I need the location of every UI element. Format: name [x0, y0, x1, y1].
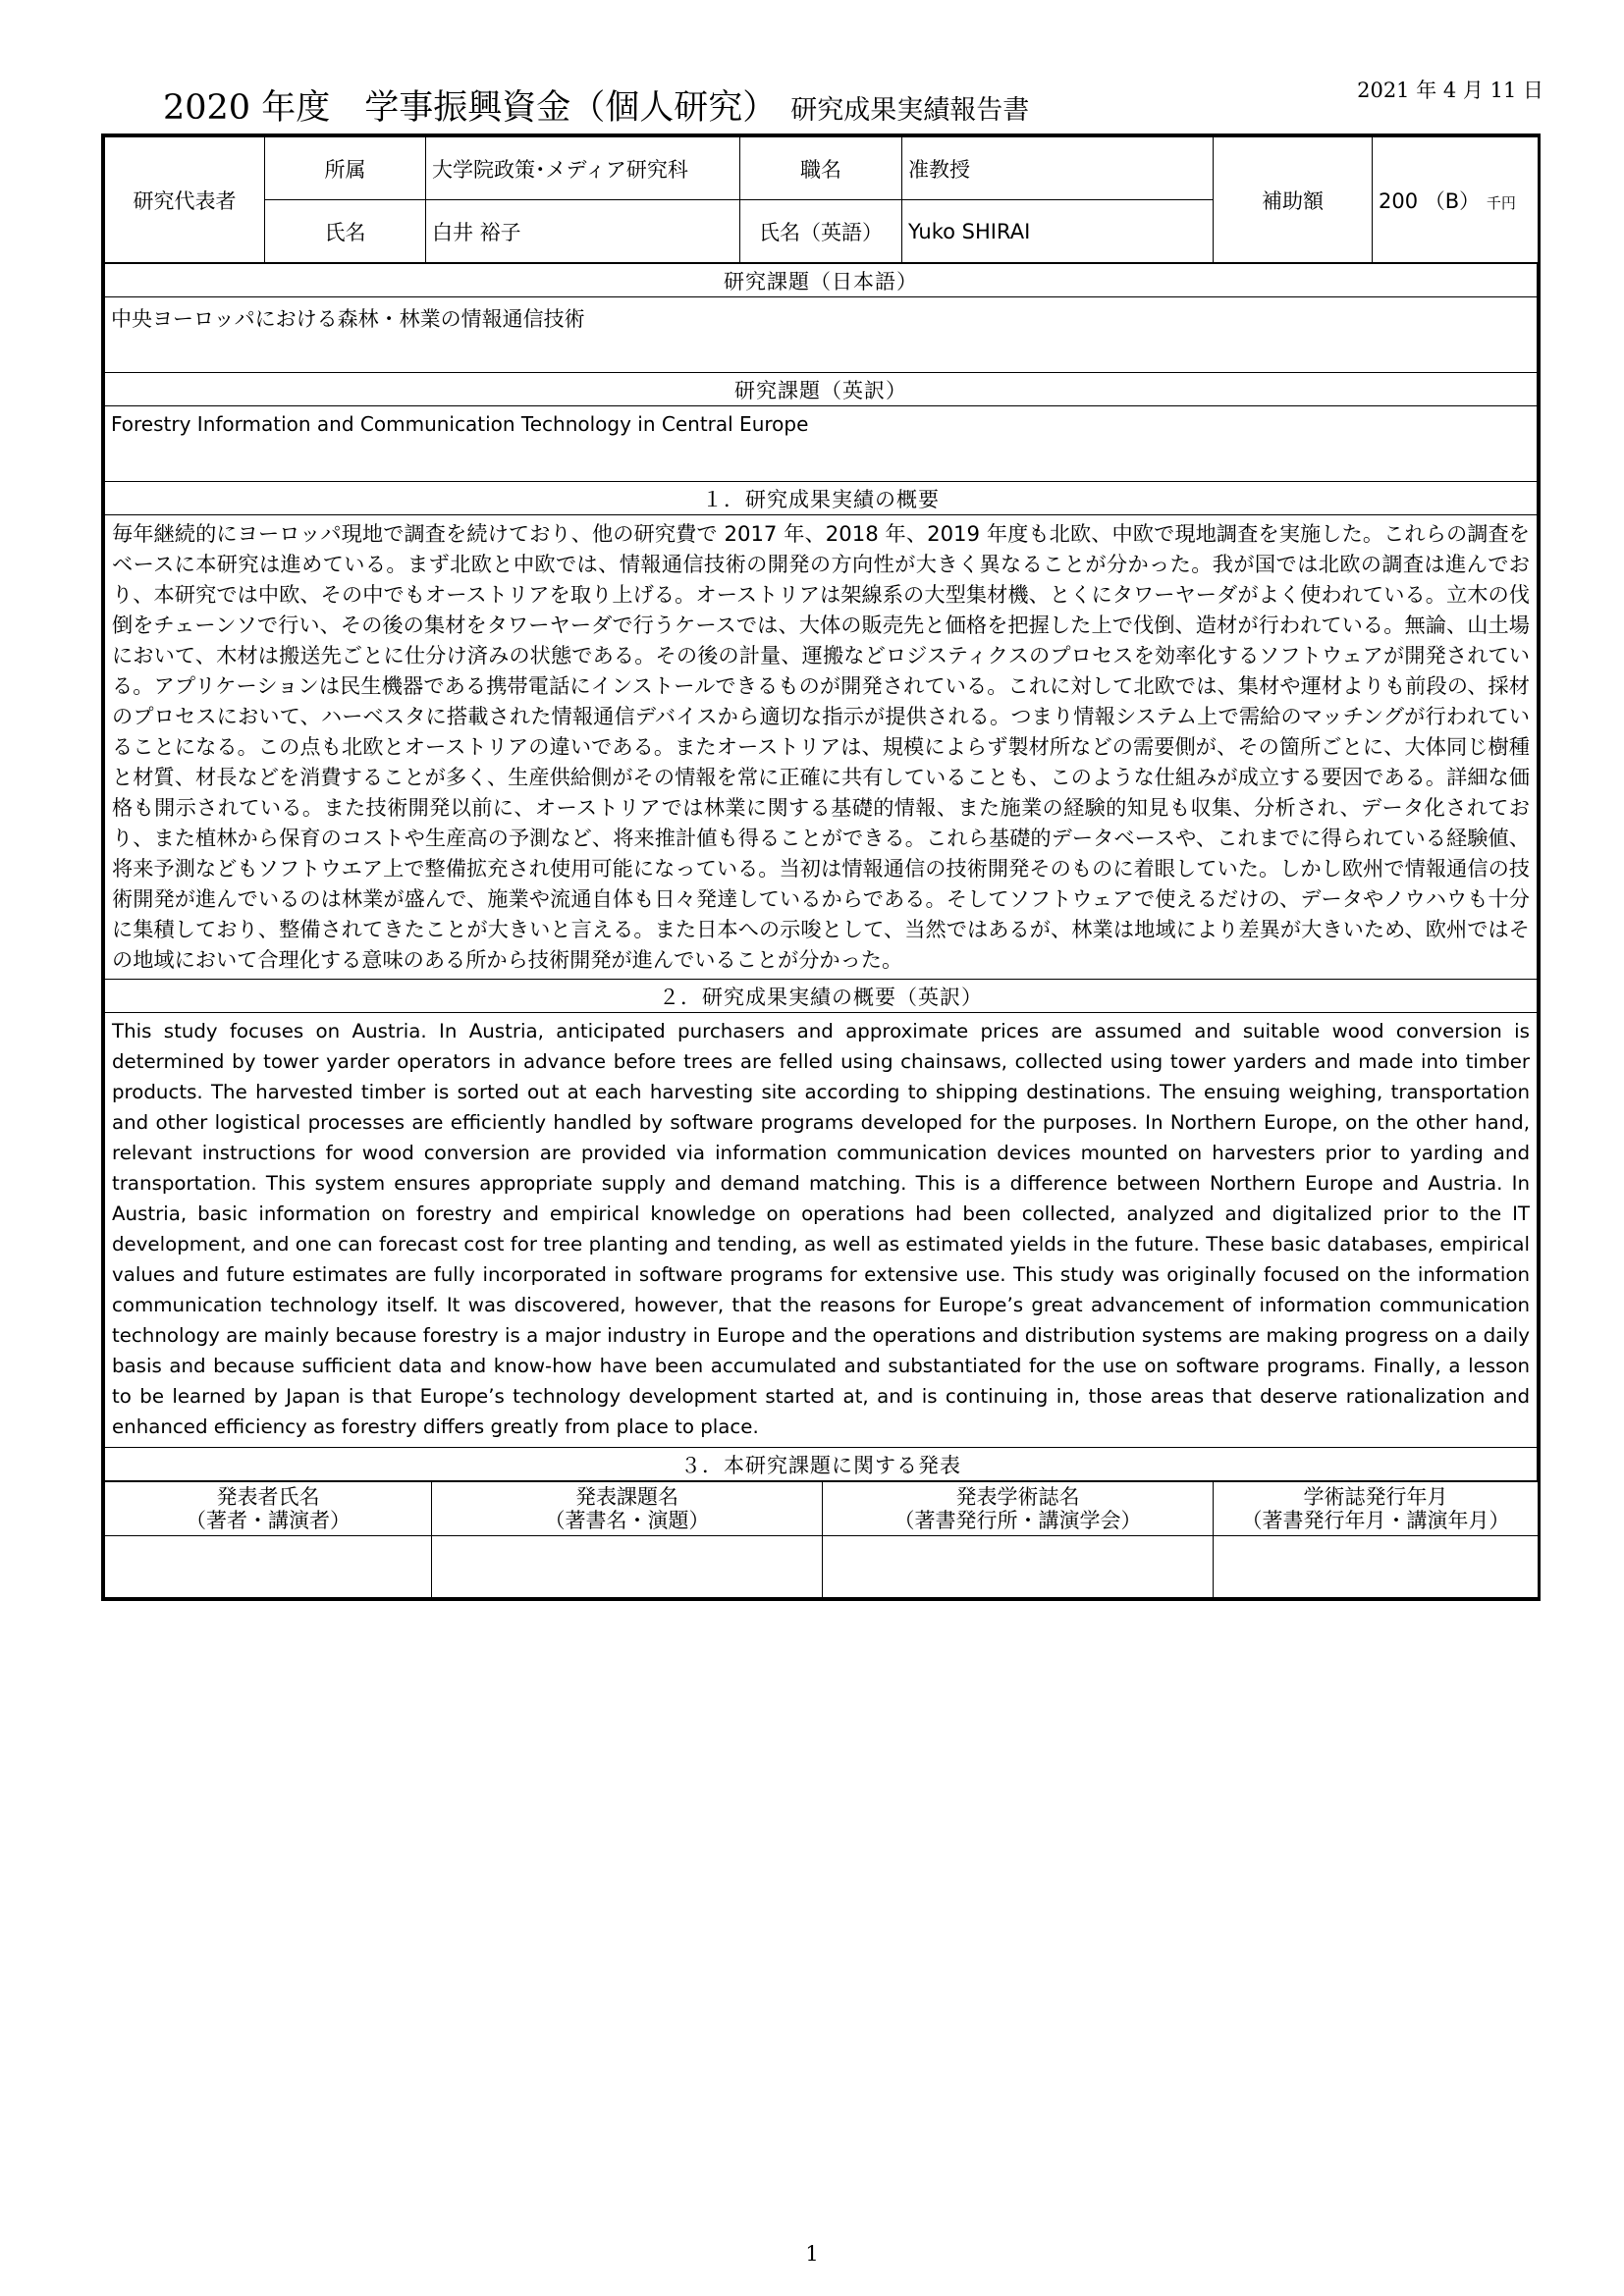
title-main: 2020 年度 学事振興資金（個人研究）: [163, 88, 778, 128]
representative-label: 研究代表者: [105, 137, 265, 263]
pub-cell: [823, 1536, 1214, 1598]
position-value: 准教授: [902, 137, 1214, 200]
pub-cell: [105, 1536, 432, 1598]
summary-en-heading: ２．研究成果実績の概要（英訳）: [105, 980, 1538, 1013]
topic-jp-heading: 研究課題（日本語）: [105, 264, 1538, 297]
content-table: [104, 263, 1538, 1481]
name-label: 氏名: [265, 200, 426, 263]
summary-en-text: This study focuses on Austria. In Austria, anticipated purchasers and approximate prices are assumed and suitable wood conversion is determined by tower yarder operators in advance before trees are felled using chainsaws, collected using tower yarders and made into timber products. The harvested timber is sorted out at each harvesting site according to shipping destinations. The ensuing weighing, transportation and other logistical processes are efficiently handled by software programs developed for the purposes. In Northern Europe, on the other hand, relevant instructions for wood conversion are provided via information communication devices mounted on harvesters prior to yarding and transportation. This system ensures appropriate supply and demand matching. This is a difference between Northern Europe and Austria. In Austria, basic information on forestry and empirical knowledge on operations had been collected, analyzed and digitalized prior to the IT development, and one can forecast cost for tree planting and tending, as well as estimated yields in the future. These basic databases, empirical values and future estimates are fully incorporated in software programs for extensive use. This study was originally focused on the information communication technology itself. It was discovered, however, that the reasons for Europe’s great advancement of information communication technology are mainly because forestry is a major industry in Europe and the operations and distribution systems are making progress on a daily basis and because sufficient data and know-how have been accumulated and substantiated for the use on software programs. Finally, a lesson to be learned by Japan is that Europe’s technology development started at, and is continuing in, those areas that deserve rationalization and enhanced efficiency as forestry differs greatly from place to place.: [105, 1013, 1538, 1448]
topic-jp-value: 中央ヨーロッパにおける森林・林業の情報通信技術: [105, 297, 1538, 373]
pub-cell: [1214, 1536, 1539, 1598]
pub-col-journal: 発表学術誌名 （著書発行所・講演学会）: [823, 1482, 1214, 1536]
summary-jp-text: 毎年継続的にヨーロッパ現地で調査を続けており、他の研究費で 2017 年、2018 年、2019 年度も北欧、中欧で現地調査を実施した。これらの調査をベースに本研究は進めている。まず北欧と中欧では、情報通信技術の開発の方向性が大きく異なることが分かった。我が国では北欧の調査は進んでおり、本研究では中欧、その中でもオーストリアを取り上げる。オーストリアは架線系の大型集材機、とくにタワーヤーダがよく使われている。立木の伐倒をチェーンソで行い、その後の集材をタワーヤーダで行うケースでは、大体の販売先と価格を把握した上で伐倒、造材が行われている。無論、山土場において、木材は搬送先ごとに仕分け済みの状態である。その後の計量、運搬などロジスティクスのプロセスを効率化するソフトウェアが開発されている。アプリケーションは民生機器である携帯電話にインストールできるものが開発されている。これに対して北欧では、集材や運材よりも前段の、採材のプロセスにおいて、ハーベスタに搭載された情報通信デバイスから適切な指示が提供される。つまり情報システム上で需給のマッチングが行われていることになる。この点も北欧とオーストリアの違いである。またオーストリアは、規模によらず製材所などの需要側が、その箇所ごとに、大体同じ樹種と材質、材長などを消費することが多く、生産供給側がその情報を常に正確に共有していることも、このような仕組みが成立する要因である。詳細な価格も開示されている。また技術開発以前に、オーストリアでは林業に関する基礎的情報、また施業の経験的知見も収集、分析され、データ化されており、また植林から保育のコストや生産高の予測など、将来推計値も得ることができる。これら基礎的データベースや、これまでに得られている経験値、将来予測などもソフトウエア上で整備拡充され使用可能になっている。当初は情報通信の技術開発そのものに着眼していた。しかし欧州で情報通信の技術開発が進んでいるのは林業が盛んで、施業や流通自体も日々発達しているからである。そしてソフトウェアで使えるだけの、データやノウハウも十分に集積しており、整備されてきたことが大きいと言える。また日本への示唆として、当然ではあるが、林業は地域により差異が大きいため、欧州ではその地域において合理化する意味のある所から技術開発が進んでいることが分かった。: [105, 515, 1538, 980]
grant-value: 200 （B）: [1379, 188, 1481, 213]
grant-unit: 千円: [1486, 193, 1516, 212]
name-en-label: 氏名（英語）: [740, 200, 902, 263]
position-label: 職名: [740, 137, 902, 200]
page-title: [163, 80, 1029, 130]
summary-jp-heading: １．研究成果実績の概要: [105, 482, 1538, 515]
info-table: [104, 136, 1539, 263]
affiliation-label: 所属: [265, 137, 426, 200]
name-value: 白井 裕子: [426, 200, 740, 263]
page-number: 1: [805, 2242, 819, 2266]
topic-en-heading: 研究課題（英訳）: [105, 373, 1538, 406]
pub-col-title: 発表課題名 （著書名・演題）: [432, 1482, 823, 1536]
report-form: [101, 133, 1541, 1601]
title-sub: 研究成果実績報告書: [790, 95, 1030, 126]
grant-cell: [1373, 137, 1539, 263]
publication-row-empty: [105, 1536, 1539, 1598]
name-en-value: Yuko SHIRAI: [902, 200, 1214, 263]
pub-cell: [432, 1536, 823, 1598]
pub-col-date: 学術誌発行年月 （著書発行年月・講演年月）: [1214, 1482, 1539, 1536]
publications-heading: ３．本研究課題に関する発表: [105, 1448, 1538, 1481]
pub-col-presenter: 発表者氏名 （著者・講演者）: [105, 1482, 432, 1536]
publications-table: [104, 1481, 1539, 1598]
grant-label: 補助額: [1214, 137, 1373, 263]
affiliation-value: 大学院政策･メディア研究科: [426, 137, 740, 200]
report-date: 2021 年 4 月 11 日: [1357, 79, 1543, 102]
topic-en-value: Forestry Information and Communication Technology in Central Europe: [105, 406, 1538, 482]
